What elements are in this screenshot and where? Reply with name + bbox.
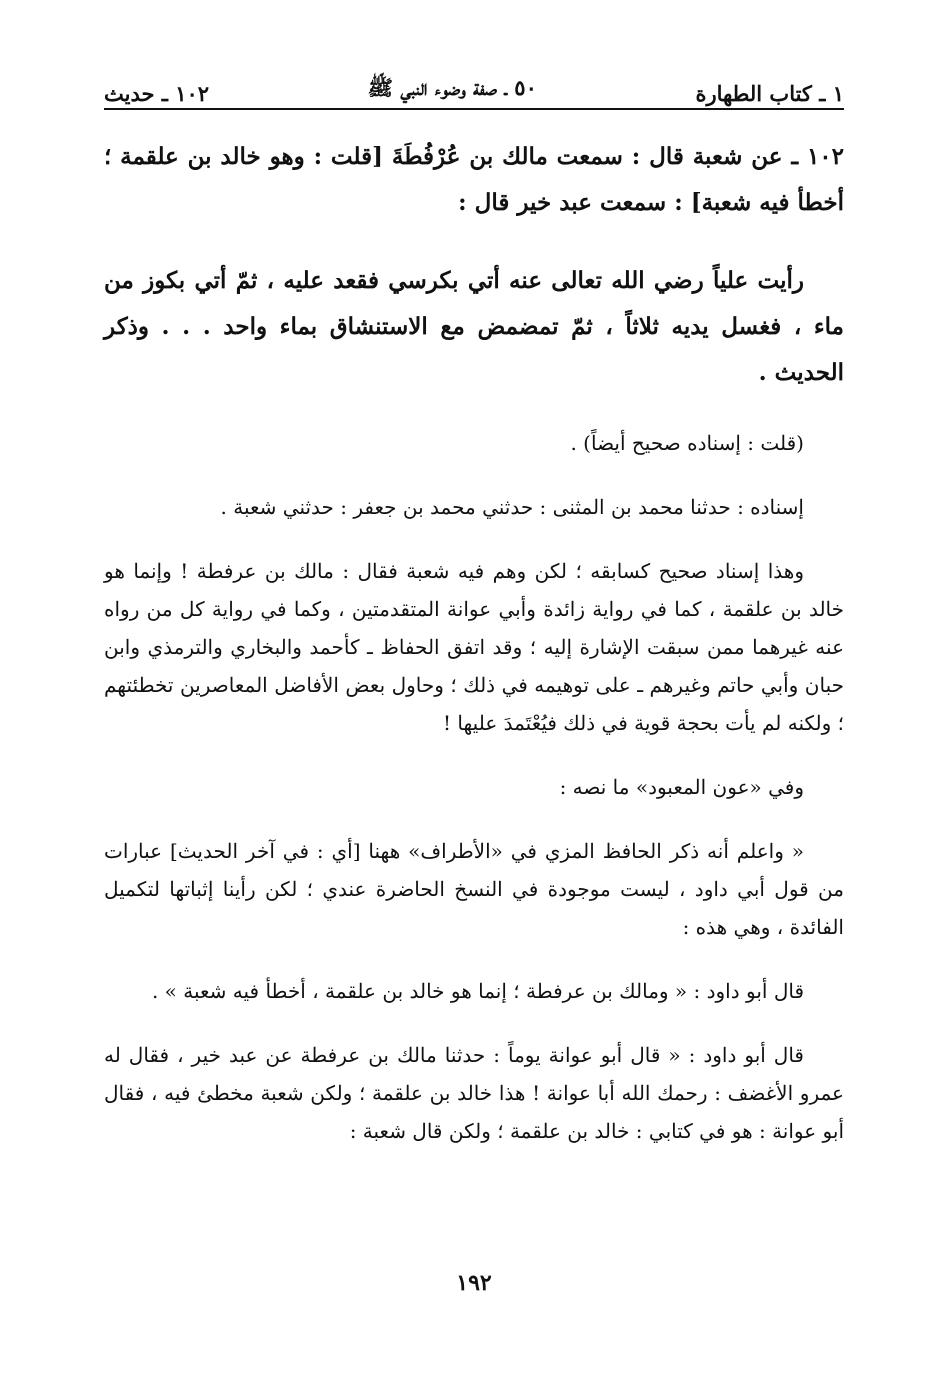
header-hadith-number: ١٠٢ ـ حديث	[104, 81, 210, 106]
abu-dawud-quote-1: قال أبو داود : « ومالك بن عرفطة ؛ إنما هو خالد بن علقمة ، أخطأ فيه شعبة » .	[151, 979, 804, 1003]
isnad-paragraph: إسناده : حدثنا محمد بن المثنى : حدثني محمد بن جعفر : حدثني شعبة .	[220, 495, 804, 519]
header-book-title: ١ ـ كتاب الطهارة	[695, 81, 844, 106]
book-page	[104, 62, 844, 1322]
abu-dawud-quote-2: قال أبو داود : « قال أبو عوانة يوماً : حدثنا مالك بن عرفطة عن عبد خير ، فقال له عمرو الأغضف : رحمك الله أبا عوانة ! هذا خالد بن علقمة ؛ ولكن شعبة مخطئ فيه ، فقال أبو عوانة : هو في كتابي : خالد بن علقمة ؛ ولكن قال شعبة :	[104, 1043, 844, 1143]
hadith-intro: ١٠٢ ـ عن شعبة قال : سمعت مالك بن عُرْفُطَةَ [قلت : وهو خالد بن علقمة ؛ أخطأ فيه شعبة] : سمعت عبد خير قال :	[104, 143, 844, 216]
grading-note: (قلت : إسناده صحيح أيضاً) .	[570, 431, 804, 455]
hadith-text: رأيت علياً رضي الله تعالى عنه أتي بكرسي فقعد عليه ، ثمّ أتي بكوز من ماء ، فغسل يديه ثلاثاً ، ثمّ تمضمض مع الاستنشاق بماء واحد . . . وذكر الحديث .	[104, 267, 844, 386]
running-header	[104, 62, 844, 110]
quoted-paragraph: « واعلم أنه ذكر الحافظ المزي في «الأطراف» ههنا [أي : في آخر الحديث] عبارات من قول أبي داود ، ليست موجودة في النسخ الحاضرة عندي ؛ لكن رأينا إثباتها لتكميل الفائدة ، وهي هذه :	[104, 839, 844, 939]
citation-intro: وفي «عون المعبود» ما نصه :	[559, 775, 804, 799]
commentary-paragraph: وهذا إسناد صحيح كسابقه ؛ لكن وهم فيه شعبة فقال : مالك بن عرفطة ! وإنما هو خالد بن علقمة ، كما في رواية زائدة وأبي عوانة المتقدمتين ، وكما في رواية كل من رواه عنه غيرهما ممن سبقت الإشارة إليه ؛ وقد اتفق الحفاظ ـ كأحمد والبخاري والترمذي وابن حبان وأبي حاتم وغيرهم ـ على توهيمه في ذلك ؛ وحاول بعض الأفاضل المعاصرين تخطئتهم ؛ ولكنه لم يأت بحجة قوية في ذلك فيُعْتَمدَ عليها !	[104, 559, 844, 735]
header-chapter-title: ٥٠ ـ صفة وضوء النبي ﷺ	[367, 75, 537, 100]
page-number: ١٩٢	[456, 1270, 492, 1296]
